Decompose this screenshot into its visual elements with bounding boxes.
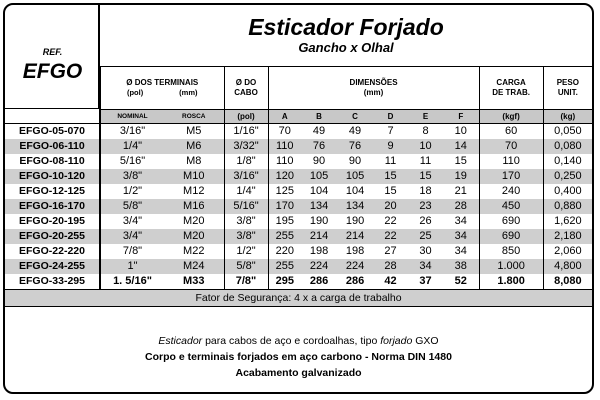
table-row [5, 244, 592, 259]
cell-e: 18 [419, 184, 432, 197]
safety-row [5, 289, 592, 306]
cell-d: 20 [373, 199, 408, 214]
subheader-b: B [301, 109, 337, 123]
cell-carga: 1.000 [479, 259, 543, 274]
cell-f: 14 [443, 139, 479, 154]
cell-rosca: M6 [164, 139, 224, 154]
cell-cabo: 7/8" [224, 274, 268, 290]
cell-d: 28 [373, 259, 408, 274]
cell-cabo: 3/8" [224, 214, 268, 229]
cell-cabo: 3/32" [224, 139, 268, 154]
cell-d: 22 [384, 214, 397, 227]
cell-nominal: 1" [100, 259, 164, 274]
cell-carga: 70 [479, 139, 543, 154]
cell-f: 10 [443, 123, 479, 139]
carga-line2: DE TRAB. [492, 87, 530, 97]
data-rows [5, 123, 592, 289]
header-row [5, 67, 592, 109]
cell-carga: 1.800 [479, 274, 543, 290]
cell-ref: EFGO-24-255 [5, 259, 100, 274]
cell-b: 134 [301, 199, 337, 214]
cell-a: 110 [268, 139, 301, 154]
cell-f: 28 [443, 199, 479, 214]
footer-line1 [5, 333, 592, 349]
table-row [5, 274, 592, 290]
cell-a: 295 [275, 274, 294, 287]
cell-ref: EFGO-10-120 [5, 169, 100, 184]
table-row [5, 214, 592, 229]
footer-line1-em: Esticador [158, 335, 203, 347]
cell-ref: EFGO-16-170 [5, 199, 100, 214]
terminais-unit-pol: (pol) [126, 87, 144, 97]
subheader-d: D [373, 109, 408, 123]
cell-b: 104 [309, 184, 329, 197]
cell-a: 125 [275, 184, 294, 197]
table-row [5, 229, 592, 244]
ref-label: REF. [42, 47, 63, 57]
cell-nominal: 3/8" [100, 169, 164, 184]
ref-code: EFGO [22, 60, 83, 83]
cell-e: 26 [419, 214, 432, 227]
cell-a: 195 [275, 214, 294, 227]
cell-f: 38 [443, 259, 479, 274]
cell-d: 9 [373, 139, 408, 154]
cell-d: 11 [384, 154, 397, 167]
cell-ref: EFGO-08-110 [5, 154, 100, 169]
subheader-kgf: (kgf) [479, 109, 543, 123]
cell-peso: 2,180 [543, 229, 592, 244]
cell-a: 120 [268, 169, 301, 184]
subheader-kg: (kg) [543, 109, 592, 123]
cell-peso: 0,250 [543, 169, 592, 184]
cell-ref: EFGO-06-110 [5, 139, 100, 154]
cell-peso: 0,140 [554, 154, 582, 167]
cell-c: 104 [345, 184, 365, 197]
cell-nominal: 5/8" [100, 199, 164, 214]
cell-nominal: 7/8" [122, 244, 143, 257]
header-dimensoes [268, 67, 479, 109]
cell-peso: 1,620 [554, 214, 582, 227]
cell-carga: 110 [479, 154, 543, 169]
cell-nominal: 5/16" [119, 154, 146, 167]
subheader-f: F [443, 109, 479, 123]
cell-rosca: M24 [164, 259, 224, 274]
cell-ref: EFGO-12-125 [5, 184, 100, 199]
cell-c: 105 [337, 169, 373, 184]
cell-cabo: 3/16" [224, 169, 268, 184]
cell-c: 190 [345, 214, 365, 227]
cell-b: 224 [301, 259, 337, 274]
cell-nominal: 3/16" [119, 124, 146, 137]
cell-rosca: M20 [164, 214, 224, 229]
cell-carga: 240 [479, 184, 543, 199]
spec-sheet [3, 3, 594, 394]
table-row [5, 139, 592, 154]
cell-a: 255 [268, 259, 301, 274]
cell-e: 23 [408, 199, 443, 214]
cell-nominal: 1/2" [122, 184, 143, 197]
cell-carga: 60 [479, 123, 543, 139]
subheader-e: E [408, 109, 443, 123]
cell-rosca: M12 [164, 184, 224, 199]
cell-rosca: M5 [164, 123, 224, 139]
table-row [5, 184, 592, 199]
cell-carga: 690 [479, 229, 543, 244]
cell-cabo: 5/8" [224, 259, 268, 274]
cell-c: 198 [345, 244, 365, 257]
cell-e: 11 [419, 154, 432, 167]
header-terminais [100, 67, 224, 109]
page-title: Esticador Forjado [248, 14, 444, 40]
cell-f: 34 [443, 214, 479, 229]
cell-d: 15 [373, 169, 408, 184]
cabo-line1: Ø DO [235, 77, 257, 87]
cell-e: 8 [422, 124, 429, 137]
cell-f: 15 [443, 154, 479, 169]
cell-b: 105 [301, 169, 337, 184]
cell-ref: EFGO-33-295 [5, 274, 100, 290]
cell-rosca: M22 [164, 244, 224, 259]
cell-a: 170 [268, 199, 301, 214]
cell-c: 49 [348, 124, 362, 137]
subheader-c: C [337, 109, 373, 123]
subheader-spacer [5, 109, 100, 123]
table-row [5, 169, 592, 184]
cell-d: 22 [373, 229, 408, 244]
cell-b: 286 [309, 274, 329, 287]
cell-peso: 8,080 [554, 274, 582, 287]
cell-b: 49 [312, 124, 326, 137]
cell-cabo: 1/16" [224, 123, 268, 139]
terminais-unit-mm: (mm) [179, 87, 198, 97]
cell-peso: 0,880 [543, 199, 592, 214]
cell-b: 198 [309, 244, 329, 257]
cell-peso: 0,080 [543, 139, 592, 154]
cell-d: 15 [384, 184, 397, 197]
cell-e: 15 [408, 169, 443, 184]
cell-d: 7 [387, 124, 394, 137]
cell-ref: EFGO-20-255 [5, 229, 100, 244]
subheader-nominal: NOMINAL [100, 109, 164, 123]
cell-e: 34 [408, 259, 443, 274]
footer-notes [5, 333, 592, 381]
table-row [5, 154, 592, 169]
cell-rosca: M16 [164, 199, 224, 214]
subheader-rosca: ROSCA [164, 109, 224, 123]
cell-e: 10 [408, 139, 443, 154]
cell-c: 90 [348, 154, 362, 167]
cell-ref: EFGO-22-220 [5, 244, 100, 259]
header-carga [479, 67, 543, 109]
footer-line3: Acabamento galvanizado [235, 367, 362, 379]
header-cabo [224, 67, 268, 109]
footer-line1-em2: forjado [380, 335, 413, 347]
cell-f: 52 [443, 274, 479, 290]
cell-c: 224 [337, 259, 373, 274]
cell-rosca: M33 [164, 274, 224, 290]
page-subtitle: Gancho x Olhal [298, 40, 394, 55]
cell-nominal: 3/4" [100, 229, 164, 244]
peso-line1: PESO [556, 77, 579, 87]
cell-f: 34 [443, 244, 479, 259]
cell-e: 25 [408, 229, 443, 244]
cell-carga: 450 [479, 199, 543, 214]
cell-nominal: 1/4" [100, 139, 164, 154]
subheader-a: A [268, 109, 301, 123]
carga-line1: CARGA [496, 77, 526, 87]
cell-cabo: 1/8" [224, 154, 268, 169]
cell-peso: 0,400 [554, 184, 582, 197]
cell-c: 134 [337, 199, 373, 214]
cell-b: 214 [301, 229, 337, 244]
subheader-row [5, 109, 592, 123]
cell-ref: EFGO-20-195 [5, 214, 100, 229]
cell-carga: 690 [479, 214, 543, 229]
header-spacer [5, 67, 100, 109]
cell-a: 110 [275, 154, 294, 167]
cell-nominal: 1. 5/16" [113, 274, 152, 287]
subheader-cabo-unit: (pol) [224, 109, 268, 123]
cell-peso: 2,060 [554, 244, 582, 257]
cell-f: 21 [443, 184, 479, 199]
cell-cabo: 3/8" [224, 229, 268, 244]
cell-rosca: M10 [164, 169, 224, 184]
cell-f: 34 [443, 229, 479, 244]
cell-rosca: M8 [164, 154, 224, 169]
title-block [100, 5, 592, 67]
cell-peso: 4,800 [543, 259, 592, 274]
spec-table [5, 67, 592, 307]
cell-a: 70 [278, 124, 291, 137]
cell-cabo: 1/4" [224, 184, 268, 199]
dimensoes-title: DIMENSÕES [349, 77, 398, 87]
peso-line2: UNIT. [557, 87, 578, 97]
cell-rosca: M20 [164, 229, 224, 244]
cell-e: 37 [419, 274, 432, 287]
footer-line1-mid: para cabos de aço e cordoalhas, tipo [202, 335, 381, 347]
cell-a: 220 [275, 244, 294, 257]
table-row [5, 259, 592, 274]
cell-nominal: 3/4" [122, 214, 143, 227]
cell-a: 255 [268, 229, 301, 244]
cell-c: 286 [345, 274, 365, 287]
cell-b: 90 [312, 154, 326, 167]
cell-carga: 170 [479, 169, 543, 184]
cell-carga: 850 [479, 244, 543, 259]
cell-c: 214 [337, 229, 373, 244]
footer-line2: Corpo e terminais forjados em aço carbono - Norma DIN 1480 [145, 351, 452, 363]
table-row [5, 123, 592, 139]
cell-e: 30 [419, 244, 432, 257]
cell-d: 42 [384, 274, 397, 287]
table-row [5, 199, 592, 214]
footer-line1-end: GXO [412, 335, 439, 347]
cell-ref: EFGO-05-070 [5, 123, 100, 139]
cell-c: 76 [337, 139, 373, 154]
cell-cabo: 1/2" [224, 244, 268, 259]
header-peso [543, 67, 592, 109]
cell-peso: 0,050 [554, 124, 582, 137]
safety-factor: Fator de Segurança: 4 x a carga de trabalho [5, 289, 592, 306]
cell-f: 19 [443, 169, 479, 184]
cell-cabo: 5/16" [224, 199, 268, 214]
cell-b: 76 [301, 139, 337, 154]
terminais-title: Ø DOS TERMINAIS [126, 77, 199, 87]
cell-b: 190 [309, 214, 329, 227]
cell-d: 27 [384, 244, 397, 257]
cabo-line2: CABO [234, 87, 258, 97]
dimensoes-unit: (mm) [363, 87, 384, 97]
